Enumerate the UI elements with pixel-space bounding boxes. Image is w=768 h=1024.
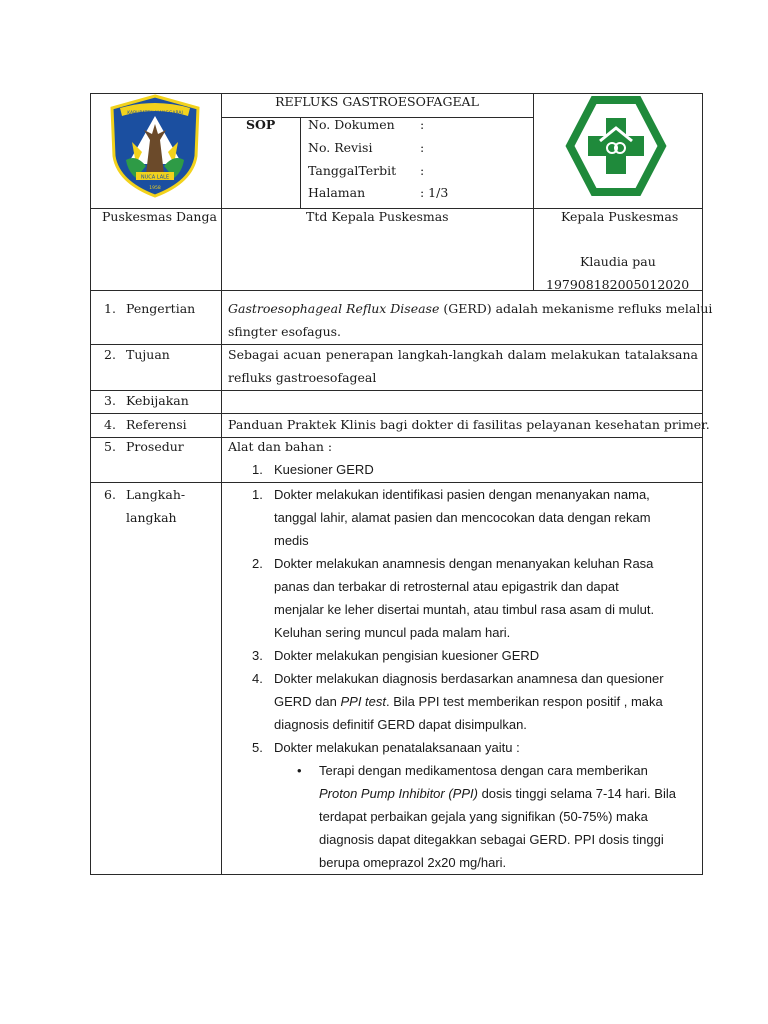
row-num: 4. — [104, 417, 116, 432]
step-line: Dokter melakukan anamnesis dengan menanyakan keluhan Rasa — [274, 556, 654, 571]
step4-post: . Bila PPI test memberikan respon positif , maka — [386, 694, 663, 709]
bullet-line: berupa omeprazol 2x20 mg/hari. — [319, 855, 507, 870]
bullet-line — [319, 782, 676, 805]
row-num: 6. — [104, 487, 116, 502]
logo-ribbon-text: NUCA LALE — [140, 174, 170, 181]
meta-value-revisi: : — [420, 140, 425, 155]
meta-label-halaman: Halaman — [308, 185, 366, 200]
row-label-pengertian: Pengertian — [126, 301, 196, 316]
logo-year-text: 1958 — [149, 186, 161, 191]
doc-title: REFLUKS GASTROESOFAGEAL — [275, 94, 479, 109]
meta-value-dokumen: : — [420, 117, 425, 132]
prosedur-item-text: Kuesioner GERD — [274, 462, 374, 477]
ttd-label: Ttd Kepala Puskesmas — [306, 209, 449, 224]
step4-pre: GERD dan — [274, 694, 341, 709]
row-label-prosedur: Prosedur — [126, 439, 184, 454]
pengertian-line-2: sfingter esofagus. — [228, 324, 342, 339]
step-line: medis — [274, 533, 309, 548]
tujuan-line-2: refluks gastroesofageal — [228, 370, 377, 385]
meta-value-halaman: : 1/3 — [420, 185, 449, 200]
row-num: 1. — [104, 301, 116, 316]
step-num: 3. — [252, 648, 263, 663]
pengertian-line-1 — [228, 297, 713, 320]
meta-value-terbit: : — [420, 163, 425, 178]
step-line: Keluhan sering muncul pada malam hari. — [274, 625, 511, 640]
row-num: 5. — [104, 439, 116, 454]
prosedur-item-num: 1. — [252, 462, 263, 477]
ppi-test-term: PPI test — [340, 694, 387, 709]
step-num: 5. — [252, 740, 263, 755]
bullet-line-2-rest: dosis tinggi selama 7-14 hari. Bila — [477, 786, 676, 801]
signer-nip: 197908182005012020 — [546, 277, 690, 292]
step-line — [274, 690, 663, 713]
step-num: 1. — [252, 487, 263, 502]
row-label-tujuan: Tujuan — [126, 347, 170, 362]
regency-logo — [106, 94, 204, 198]
logo-banner-text: KABUPATEN MANGGARAI — [127, 111, 183, 116]
step-num: 2. — [252, 556, 263, 571]
signer-name: Klaudia pau — [580, 254, 656, 269]
step-line: Dokter melakukan pengisian kuesioner GERD — [274, 648, 540, 663]
bullet-icon: • — [297, 763, 302, 778]
meta-label-dokumen: No. Dokumen — [308, 117, 395, 132]
gerd-term: Gastroesophageal Reflux Disease — [228, 301, 440, 316]
row-label-langkah-2: langkah — [126, 510, 177, 525]
step-line: Dokter melakukan identifikasi pasien dengan menanyakan nama, — [274, 487, 650, 502]
step-line: Dokter melakukan diagnosis berdasarkan anamnesa dan quesioner — [274, 671, 664, 686]
sop-label: SOP — [246, 117, 276, 132]
meta-label-terbit: TanggalTerbit — [308, 163, 397, 178]
ppi-term: Proton Pump Inhibitor (PPI) — [319, 786, 478, 801]
meta-label-revisi: No. Revisi — [308, 140, 373, 155]
prosedur-heading: Alat dan bahan : — [228, 439, 333, 454]
signer-role: Kepala Puskesmas — [561, 209, 679, 224]
tujuan-line-1: Sebagai acuan penerapan langkah-langkah dalam melakukan tatalaksana — [228, 347, 698, 362]
step-line: diagnosis definitif GERD dapat disimpulkan. — [274, 717, 527, 732]
row-label-langkah-1: Langkah- — [126, 487, 186, 502]
step-line: tanggal lahir, alamat pasien dan mencocokan data dengan rekam — [274, 510, 651, 525]
referensi-text: Panduan Praktek Klinis bagi dokter di fasilitas pelayanan kesehatan primer. — [228, 417, 710, 432]
bullet-line: terdapat perbaikan gejala yang signifikan (50-75%) maka — [319, 809, 648, 824]
pengertian-line-1-rest: (GERD) adalah mekanisme refluks melalui — [439, 301, 713, 316]
row-label-kebijakan: Kebijakan — [126, 393, 189, 408]
row-num: 3. — [104, 393, 116, 408]
org-name: Puskesmas Danga — [102, 209, 217, 224]
step-line: Dokter melakukan penatalaksanaan yaitu : — [274, 740, 520, 755]
step-num: 4. — [252, 671, 263, 686]
row-num: 2. — [104, 347, 116, 362]
step-line: menjalar ke leher disertai muntah, atau timbul rasa asam di mulut. — [274, 602, 655, 617]
puskesmas-logo — [564, 94, 668, 198]
row-label-referensi: Referensi — [126, 417, 187, 432]
bullet-line: diagnosis dapat ditegakkan sebagai GERD. PPI dosis tinggi — [319, 832, 664, 847]
bullet-line: Terapi dengan medikamentosa dengan cara memberikan — [319, 763, 648, 778]
step-line: panas dan terbakar di retrosternal atau epigastrik dan dapat — [274, 579, 619, 594]
